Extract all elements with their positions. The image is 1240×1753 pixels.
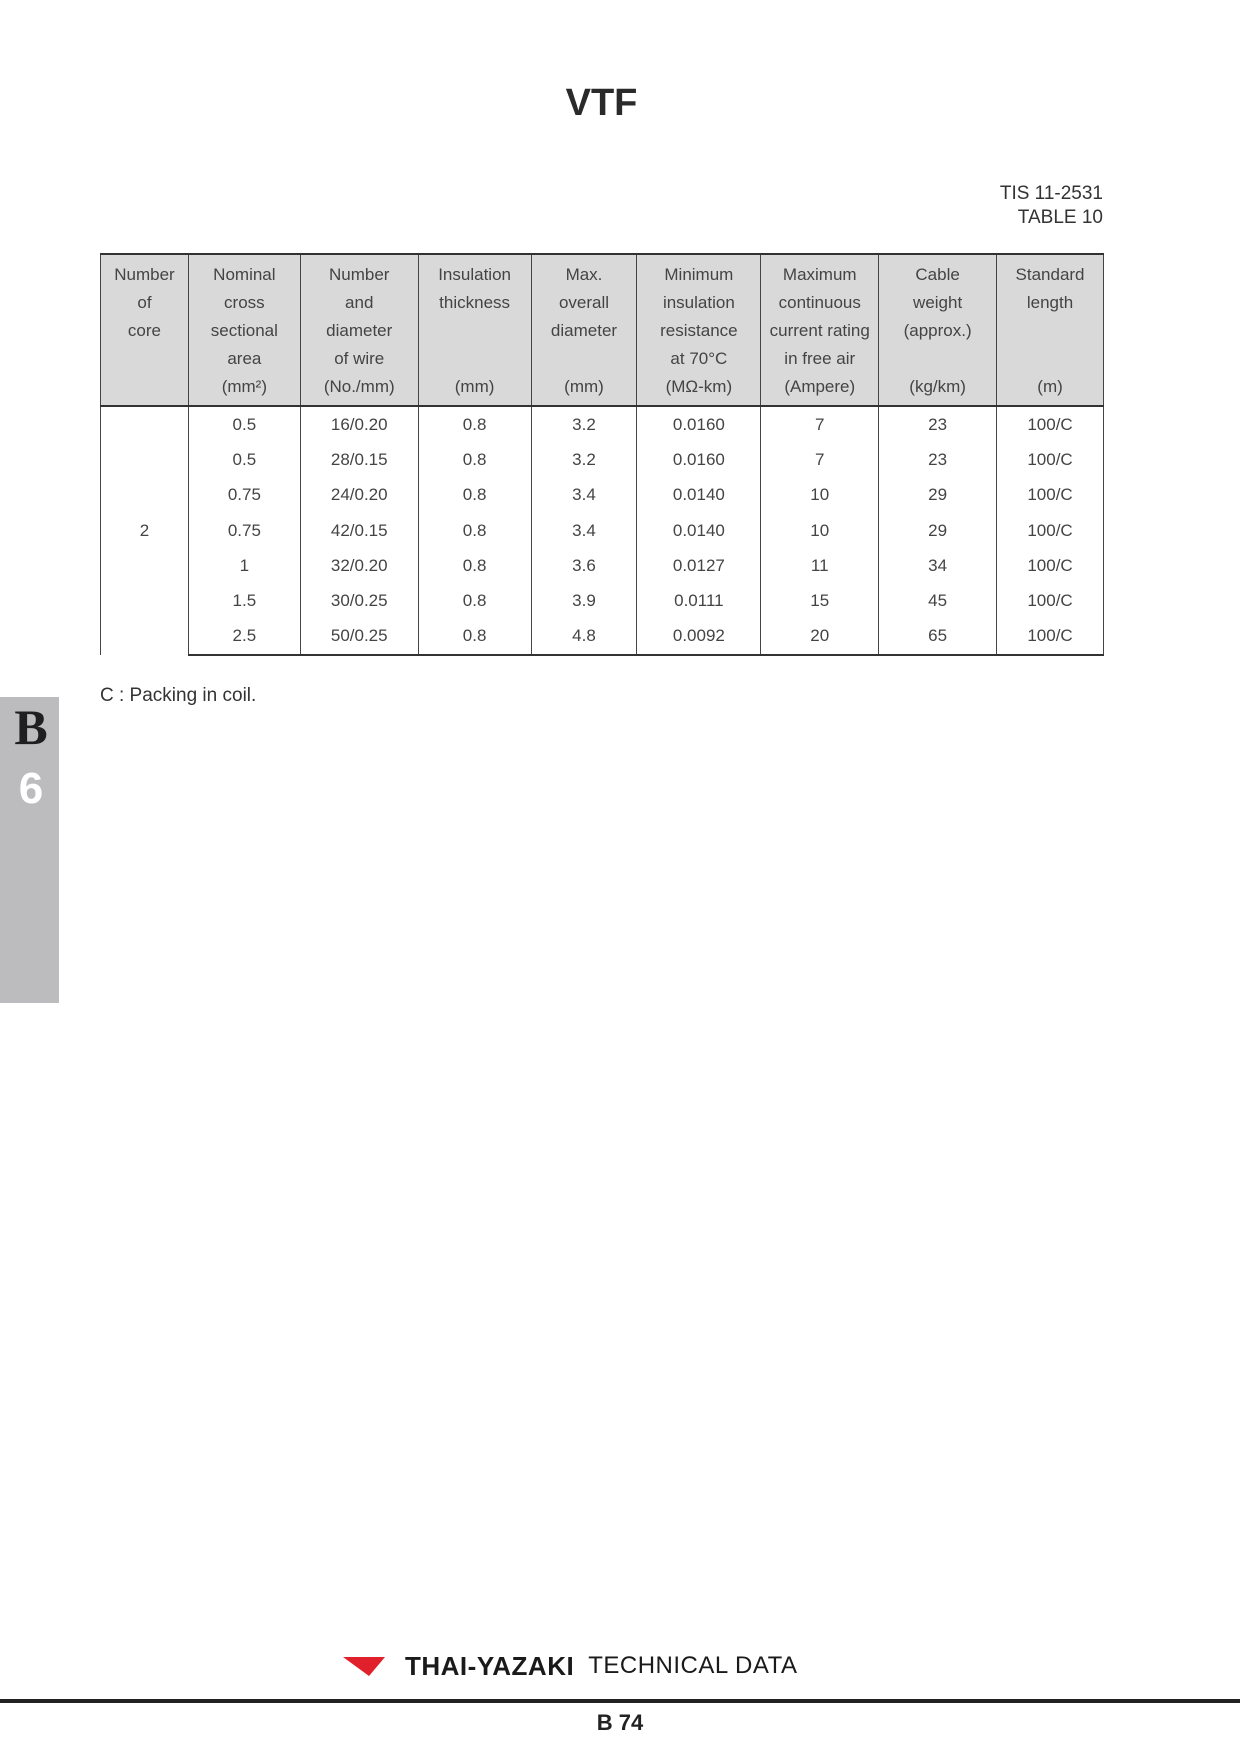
table-cell: 2.5: [188, 619, 300, 655]
table-cell: 20: [761, 619, 879, 655]
table-cell: 10: [761, 513, 879, 548]
table-cell: 100/C: [997, 619, 1104, 655]
header-number-of-core: Number of core: [101, 254, 189, 406]
table-cell: 0.5: [188, 406, 300, 442]
table-cell: 3.6: [531, 548, 637, 583]
table-row: [101, 583, 1104, 618]
table-cell: 3.2: [531, 406, 637, 442]
table-cell: 30/0.25: [300, 583, 418, 618]
table-cell: 100/C: [997, 406, 1104, 442]
header-max-current-rating: Maximum continuous current rating in free air (Ampere): [761, 254, 879, 406]
table-cell: 0.8: [418, 619, 531, 655]
table-cell: 0.0140: [637, 513, 761, 548]
table-cell: 0.8: [418, 583, 531, 618]
table-cell: 100/C: [997, 478, 1104, 513]
table-row: [101, 442, 1104, 477]
section-number: 6: [18, 764, 44, 813]
table-cell: 0.8: [418, 442, 531, 477]
table-row: [101, 548, 1104, 583]
table-cell: 0.0092: [637, 619, 761, 655]
table-cell: 0.8: [418, 548, 531, 583]
table-cell: 100/C: [997, 583, 1104, 618]
table-cell: 0.0160: [637, 442, 761, 477]
table-cell: 42/0.15: [300, 513, 418, 548]
table-cell: 45: [879, 583, 997, 618]
header-max-overall-diameter: Max. overall diameter (mm): [531, 254, 637, 406]
table-cell: 0.0160: [637, 406, 761, 442]
table-cell: 29: [879, 513, 997, 548]
footer-brand: [343, 1648, 797, 1684]
table-cell: 28/0.15: [300, 442, 418, 477]
table-cell: 100/C: [997, 548, 1104, 583]
table-cell: 7: [761, 406, 879, 442]
header-cable-weight: Cable weight (approx.) (kg/km): [879, 254, 997, 406]
section-letter: B: [14, 699, 48, 755]
table-cell: 0.5: [188, 442, 300, 477]
header-standard-length: Standard length (m): [997, 254, 1104, 406]
table-cell: 23: [879, 442, 997, 477]
table-number: TABLE 10: [1017, 207, 1103, 228]
spec-table: [100, 253, 1104, 656]
table-cell: 3.2: [531, 442, 637, 477]
table-cell: 0.0127: [637, 548, 761, 583]
table-cell: 100/C: [997, 513, 1104, 548]
table-cell: 3.4: [531, 513, 637, 548]
table-cell: 16/0.20: [300, 406, 418, 442]
table-header-row: [101, 254, 1104, 406]
table-cell: 0.0140: [637, 478, 761, 513]
table-cell: 7: [761, 442, 879, 477]
table-cell: 1.5: [188, 583, 300, 618]
table-cell: 10: [761, 478, 879, 513]
table-cell: 65: [879, 619, 997, 655]
table-cell: 0.8: [418, 478, 531, 513]
standard-reference: [1000, 182, 1103, 230]
table-cell: 0.8: [418, 406, 531, 442]
table-row: [101, 406, 1104, 442]
core-count-cell: 2: [101, 406, 189, 655]
packing-note: C : Packing in coil.: [100, 685, 257, 706]
table-cell: 15: [761, 583, 879, 618]
table-row: [101, 619, 1104, 655]
header-wire-number-diameter: Number and diameter of wire (No./mm): [300, 254, 418, 406]
page-title: VTF: [565, 82, 638, 124]
table-cell: 100/C: [997, 442, 1104, 477]
table-cell: 3.9: [531, 583, 637, 618]
table-row: [101, 513, 1104, 548]
table-cell: 4.8: [531, 619, 637, 655]
table-cell: 24/0.20: [300, 478, 418, 513]
table-cell: 0.75: [188, 478, 300, 513]
header-nominal-area: Nominal cross sectional area (mm²): [188, 254, 300, 406]
table-row: [101, 478, 1104, 513]
page-number: B 74: [596, 1710, 644, 1735]
table-cell: 32/0.20: [300, 548, 418, 583]
standard-code: TIS 11-2531: [999, 183, 1103, 204]
table-cell: 3.4: [531, 478, 637, 513]
table-cell: 1: [188, 548, 300, 583]
red-wedge-logo-icon: [343, 1654, 385, 1678]
table-cell: 23: [879, 406, 997, 442]
header-min-insulation-resistance: Minimum insulation resistance at 70°C (MΩ-km): [637, 254, 761, 406]
table-cell: 50/0.25: [300, 619, 418, 655]
table-cell: 0.0111: [637, 583, 761, 618]
brand-subtitle: TECHNICAL DATA: [588, 1652, 798, 1679]
table-cell: 11: [761, 548, 879, 583]
footer-divider: [0, 1699, 1240, 1703]
brand-name: THAI-YAZAKI: [405, 1650, 575, 1681]
table-cell: 0.8: [418, 513, 531, 548]
table-cell: 29: [879, 478, 997, 513]
header-insulation-thickness: Insulation thickness (mm): [418, 254, 531, 406]
table-cell: 0.75: [188, 513, 300, 548]
table-cell: 34: [879, 548, 997, 583]
